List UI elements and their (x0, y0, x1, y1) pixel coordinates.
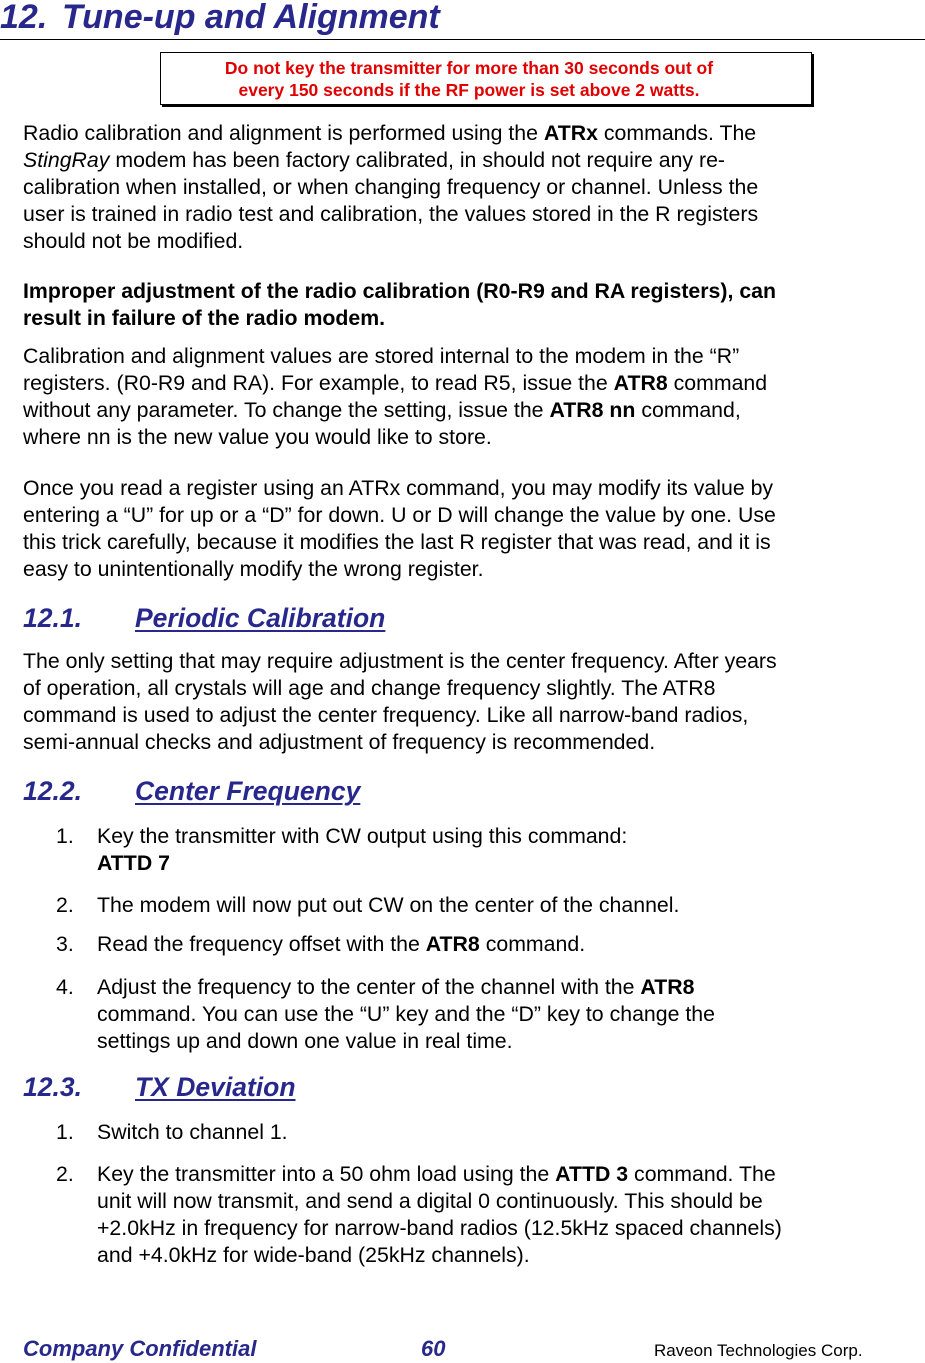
intro-paragraph (23, 120, 923, 255)
registers-text: Calibration and alignment values are stored internal to the modem in the “R” (23, 344, 740, 368)
chapter-title-text: Tune-up and Alignment (62, 0, 440, 36)
intro-command: ATRx (543, 121, 598, 145)
registers-command: ATR8 nn (549, 398, 636, 422)
warning-line-1: Do not key the transmitter for more than 30 seconds out of (224, 58, 714, 78)
section-heading-center-frequency (23, 775, 360, 807)
footer-confidential: Company Confidential (23, 1336, 257, 1361)
step-command: ATTD 3 (555, 1162, 629, 1186)
trick-text: entering a “U” for up or a “D” for down. U or D will change the value by one. Use (23, 503, 776, 527)
step-command: ATR8 (425, 932, 480, 956)
chapter-number: 12. (0, 0, 48, 36)
section-title: TX Deviation (135, 1072, 296, 1102)
caution-text: result in failure of the radio modem. (23, 306, 386, 330)
registers-text: without any parameter. To change the setting, issue the (23, 398, 550, 422)
list-number: 3. (56, 932, 74, 956)
step-command: ATTD 7 (97, 851, 170, 875)
footer-page-number: 60 (421, 1336, 446, 1361)
step-text: Key the transmitter with CW output using this command: (97, 824, 628, 848)
intro-text: user is trained in radio test and calibration, the values stored in the R registers (23, 202, 759, 226)
intro-text: modem has been factory calibrated, in should not require any re- (109, 148, 726, 172)
registers-text: registers. (R0-R9 and RA). For example, to read R5, issue the (23, 371, 614, 395)
warning-box (160, 52, 812, 105)
section-title: Periodic Calibration (135, 603, 386, 633)
step-text: command. (479, 932, 586, 956)
trick-text: easy to unintentionally modify the wrong register. (23, 557, 484, 581)
body-text: command is used to adjust the center frequency. Like all narrow-band radios, (23, 703, 749, 727)
step-text: Switch to channel 1. (97, 1120, 288, 1144)
step-text: The modem will now put out CW on the center of the channel. (97, 893, 680, 917)
section-heading-periodic-calibration (23, 602, 385, 634)
warning-line-2: every 150 seconds if the RF power is set above 2 watts. (238, 80, 700, 100)
registers-command: ATR8 (613, 371, 668, 395)
step-command: ATR8 (640, 975, 695, 999)
registers-text: command, (635, 398, 741, 422)
step-text: Adjust the frequency to the center of the channel with the (97, 975, 641, 999)
footer-company: Raveon Technologies Corp. (654, 1341, 863, 1360)
section-heading-tx-deviation (23, 1071, 296, 1103)
body-text: semi-annual checks and adjustment of frequency is recommended. (23, 730, 656, 754)
chapter-title (0, 0, 440, 36)
step-text: +2.0kHz in frequency for narrow-band radios (12.5kHz spaced channels) (97, 1216, 782, 1240)
step-text: unit will now transmit, and send a digital 0 continuously. This should be (97, 1189, 763, 1213)
step-text: Read the frequency offset with the (97, 932, 426, 956)
list-number: 2. (56, 1162, 74, 1186)
title-rule (0, 39, 925, 40)
product-name: StingRay (23, 148, 110, 172)
registers-paragraph (23, 343, 923, 451)
registers-text: where nn is the new value you would like to store. (23, 425, 492, 449)
list-number: 4. (56, 975, 74, 999)
intro-text: commands. The (597, 121, 757, 145)
list-number: 1. (56, 824, 74, 848)
section-number: 12.3. (23, 1072, 82, 1102)
section-number: 12.1. (23, 603, 82, 633)
periodic-calibration-paragraph (23, 648, 923, 756)
trick-text: Once you read a register using an ATRx command, you may modify its value by (23, 476, 774, 500)
section-title: Center Frequency (135, 776, 361, 806)
intro-text: calibration when installed, or when changing frequency or channel. Unless the (23, 175, 759, 199)
intro-text: should not be modified. (23, 229, 244, 253)
step-text: command. The (628, 1162, 776, 1186)
body-text: The only setting that may require adjustment is the center frequency. After years (23, 649, 777, 673)
body-text: of operation, all crystals will age and change frequency slightly. The ATR8 (23, 676, 716, 700)
registers-text: command (667, 371, 768, 395)
list-number: 1. (56, 1120, 74, 1144)
step-text: settings up and down one value in real time. (97, 1029, 513, 1053)
step-text: command. You can use the “U” key and the “D” key to change the (97, 1002, 715, 1026)
trick-text: this trick carefully, because it modifies the last R register that was read, and it is (23, 530, 771, 554)
section-number: 12.2. (23, 776, 82, 806)
trick-paragraph (23, 475, 923, 583)
caution-paragraph (23, 278, 923, 332)
step-text: Key the transmitter into a 50 ohm load using the (97, 1162, 556, 1186)
intro-text: Radio calibration and alignment is performed using the (23, 121, 544, 145)
step-text: and +4.0kHz for wide-band (25kHz channels). (97, 1243, 530, 1267)
list-number: 2. (56, 893, 74, 917)
caution-text: Improper adjustment of the radio calibration (R0-R9 and RA registers), can (23, 279, 777, 303)
